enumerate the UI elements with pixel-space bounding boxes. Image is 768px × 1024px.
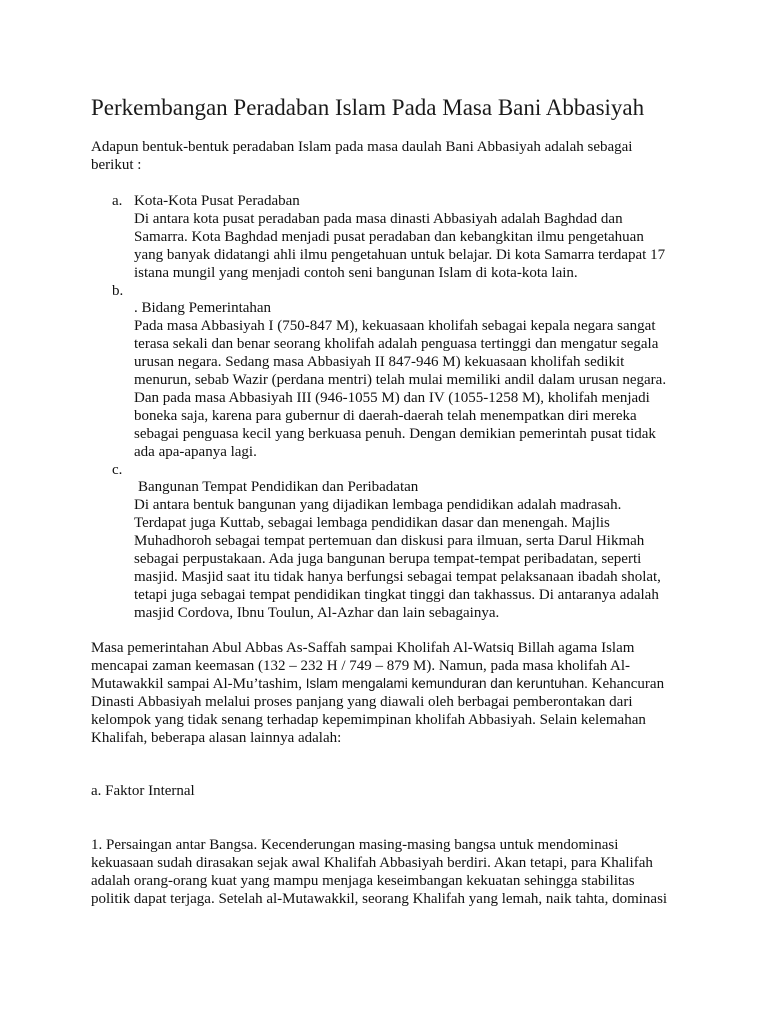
- item-b-line: menurun, sebab Wazir (perdana mentri) telah mulai memiliki andil dalam urusan negara.: [134, 372, 667, 388]
- item-b-line: urusan negara. Sedang masa Abbasiyah II 847-946 M) kekuasaan kholifah sedikit: [134, 354, 625, 370]
- intro-line-2: berikut :: [91, 157, 142, 173]
- paragraph-line: Masa pemerintahan Abul Abbas As-Saffah sampai Kholifah Al-Watsiq Billah agama Islam: [91, 640, 635, 656]
- item-c-line: Muhadhoroh sebagai tempat pertemuan dan diskusi para ilmuan, serta Darul Hikmah: [134, 533, 645, 549]
- point-1-line: adalah orang-orang kuat yang mampu menjaga keseimbangan kekuatan sehingga stabilitas: [91, 873, 635, 889]
- paragraph-segment: Mutawakkil sampai Al-Mu’tashim,: [91, 676, 302, 692]
- intro-line-1: Adapun bentuk-bentuk peradaban Islam pada masa daulah Bani Abbasiyah adalah sebagai: [91, 139, 633, 155]
- item-c-line: Terdapat juga Kuttab, sebagai lembaga pendidikan dasar dan menengah. Majlis: [134, 515, 610, 531]
- item-a-line: Samarra. Kota Baghdad menjadi pusat peradaban dan kebangkitan ilmu pengetahuan: [134, 229, 644, 245]
- point-1-line: kekuasaan sudah dirasakan sejak awal Khalifah Abbasiyah berdiri. Akan tetapi, para Khalifah: [91, 855, 653, 871]
- subheading-faktor-internal: a. Faktor Internal: [91, 783, 195, 799]
- item-a-line: Di antara kota pusat peradaban pada masa dinasti Abbasiyah adalah Baghdad dan: [134, 211, 623, 227]
- item-a-line: istana mungil yang menjadi contoh seni bangunan Islam di kota-kota lain.: [134, 265, 578, 281]
- item-b-line: terasa sekali dan benar seorang kholifah adalah penguasa tertinggi dan mengatur segala: [134, 336, 659, 352]
- item-c-line: Di antara bentuk bangunan yang dijadikan lembaga pendidikan adalah madrasah.: [134, 497, 622, 513]
- item-c-line: sebagai perpustakaan. Ada juga bangunan berupa tempat-tempat peribadatan, seperti: [134, 551, 642, 567]
- item-b-line: boneka saja, karena para gubernur di daerah-daerah telah menempatkan diri mereka: [134, 408, 637, 424]
- item-b-line: sebagai penguasa kecil yang berkuasa penuh. Dengan demikian pemerintah pusat tidak: [134, 426, 656, 442]
- item-c-line: masjid Cordova, Ibnu Toulun, Al-Azhar dan lain sebagainya.: [134, 605, 500, 621]
- item-b-line: ada apa-apanya lagi.: [134, 444, 257, 460]
- item-a-line: yang banyak didatangi ahli ilmu pengetahuan untuk belajar. Di kota Samarra terdapat 17: [134, 247, 666, 263]
- paragraph-segment-alt-font: Islam mengalami kemunduran dan keruntuhan.: [305, 676, 588, 691]
- paragraph-line: mencapai zaman keemasan (132 – 232 H / 749 – 879 M). Namun, pada masa kholifah Al-: [91, 658, 631, 674]
- item-c-line: tetapi juga sebagai tempat pendidikan tingkat tinggi dan takhassus. Di antaranya adalah: [134, 587, 659, 603]
- item-b-heading: . Bidang Pemerintahan: [134, 300, 272, 316]
- paragraph-line: Khalifah, beberapa alasan lainnya adalah:: [91, 730, 342, 746]
- item-b-line: Pada masa Abbasiyah I (750-847 M), kekuasaan kholifah sebagai kepala negara sangat: [134, 318, 656, 334]
- item-c-heading: Bangunan Tempat Pendidikan dan Peribadatan: [138, 479, 419, 495]
- list-marker-a: a.: [112, 193, 123, 209]
- list-marker-b: b.: [112, 283, 124, 299]
- point-1-line: 1. Persaingan antar Bangsa. Kecenderungan masing-masing bangsa untuk mendominasi: [91, 837, 619, 853]
- paragraph-line: kelompok yang tidak senang terhadap kepemimpinan kholifah Abbasiyah. Selain kelemahan: [91, 712, 646, 728]
- paragraph-segment: Kehancuran: [591, 676, 665, 692]
- point-1-line: politik dapat terjaga. Setelah al-Mutawakkil, seorang Khalifah yang lemah, naik tahta, dominasi: [91, 891, 668, 907]
- list-marker-c: c.: [112, 462, 123, 478]
- item-b-line: Dan pada masa Abbasiyah III (946-1055 M) dan IV (1055-1258 M), kholifah menjadi: [134, 390, 650, 406]
- item-a-heading: Kota-Kota Pusat Peradaban: [134, 193, 300, 209]
- item-c-line: masjid. Masjid saat itu tidak hanya berfungsi sebagai tempat pelaksanaan ibadah sholat,: [134, 569, 661, 585]
- paragraph-line: Dinasti Abbasiyah melalui proses panjang yang diawali oleh berbagai pemberontakan dari: [91, 694, 633, 710]
- page-title: Perkembangan Peradaban Islam Pada Masa Bani Abbasiyah: [91, 95, 645, 120]
- paragraph-line-mixed: [91, 675, 664, 693]
